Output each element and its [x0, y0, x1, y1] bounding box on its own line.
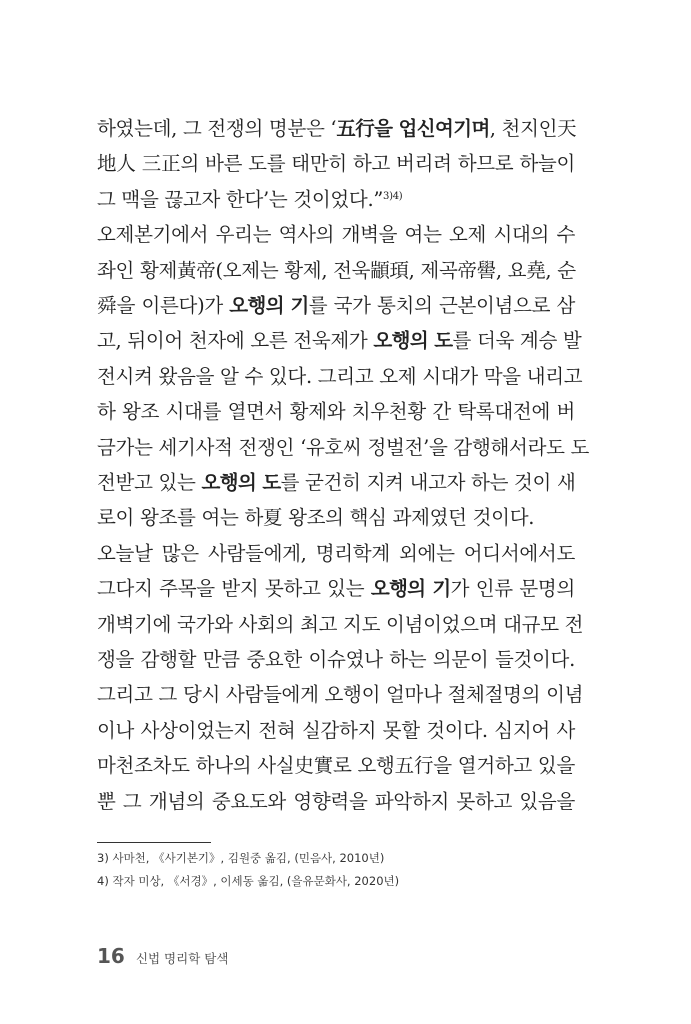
text-line	[97, 188, 575, 212]
text-segment: 마천조차도 하나의 사실史實로 오행五行을 열거하고 있을	[97, 754, 575, 778]
text-segment: 그 맥을 끊고자 한다’는 것이었다.”	[97, 187, 384, 211]
text-line	[97, 259, 575, 283]
text-line	[97, 117, 575, 141]
text-segment: 고, 뒤이어 천자에 오른 전욱제가	[97, 329, 374, 353]
text-segment: 오늘날 많은 사람들에게, 명리학계 외에는 어디서에서도	[97, 541, 575, 565]
text-segment: 전받고 있는	[97, 471, 202, 494]
text-segment: 이나 사상이었는지 전혀 실감하지 못할 것이다. 심지어 사	[97, 718, 575, 742]
text-segment: 오제본기에서 우리는 역사의 개벽을 여는 오제 시대의 수	[97, 223, 575, 247]
text-line	[97, 577, 575, 601]
text-segment: 그다지 주목을 받지 못하고 있는	[97, 577, 371, 601]
text-line	[97, 542, 575, 566]
text-segment: 쟁을 감행할 만큼 중요한 이슈였나 하는 의문이 들것이다.	[97, 648, 575, 671]
text-segment: 전시켜 왔음을 알 수 있다. 그리고 오제 시대가 막을 내리고	[97, 364, 583, 388]
text-line	[97, 223, 575, 247]
text-segment: 地人 三正의 바른 도를 태만히 하고 버리려 하므로 하늘이	[97, 152, 575, 176]
text-line	[97, 612, 584, 637]
text-segment: 좌인 황제黃帝(오제는 황제, 전욱顓頊, 제곡帝嚳, 요堯, 순	[97, 258, 576, 282]
text-segment: 개벽기에 국가와 사회의 최고 지도 이념이었으며 대규모 전	[97, 612, 584, 636]
text-segment: 하였는데, 그 전쟁의 명분은 ‘	[97, 117, 337, 140]
footnote-ref: 3)4)	[383, 190, 403, 202]
emphasis-text: 오행의 도	[201, 471, 281, 494]
text-line	[97, 790, 575, 814]
text-segment: 하 왕조 시대를 열면서 황제와 치우천황 간 탁록대전에 버	[97, 400, 575, 424]
text-line	[97, 683, 584, 707]
footnote-divider	[97, 842, 211, 843]
text-segment: 를 국가 통치의 근본이념으로 삼	[308, 294, 576, 317]
emphasis-text: 오행의 기	[229, 294, 309, 317]
text-line	[97, 400, 575, 424]
text-line	[97, 364, 583, 389]
page-footer	[97, 944, 228, 970]
text-segment: 가 인류 문명의	[450, 577, 575, 601]
text-line	[97, 506, 575, 530]
emphasis-text: 五行을 업신여기며	[336, 117, 490, 140]
footnote-4: 4) 작자 미상, 《서경》, 이세동 옮김, (을유문화사, 2020년)	[97, 874, 400, 888]
emphasis-text: 오행의 도	[373, 329, 453, 353]
text-segment: 를 더욱 계승 발	[452, 329, 582, 353]
text-line	[97, 294, 575, 318]
text-line	[97, 754, 575, 778]
text-segment: 뿐 그 개념의 중요도와 영향력을 파악하지 못하고 있음을	[97, 789, 575, 813]
text-segment: 금가는 세기사적 전쟁인 ‘유호씨 정벌전’을 감행해서라도 도	[97, 435, 590, 459]
text-segment: 舜을 이른다)가	[97, 294, 230, 317]
text-segment: 로이 왕조를 여는 하夏 왕조의 핵심 과제였던 것이다.	[97, 506, 535, 530]
text-segment: 그리고 그 당시 사람들에게 오행이 얼마나 절체절명의 이념	[97, 683, 584, 707]
footnote-3: 3) 사마천, 《사기본기》, 김원중 옮김, (민음사, 2010년)	[97, 851, 385, 865]
text-segment: , 천지인天	[489, 117, 577, 140]
text-line	[97, 648, 575, 672]
text-segment: 를 굳건히 지켜 내고자 하는 것이 새	[280, 471, 576, 494]
text-line	[97, 152, 575, 176]
page-number: 16	[97, 944, 125, 968]
text-line	[97, 329, 582, 353]
running-title: 신법 명리학 탐색	[135, 951, 229, 966]
text-line	[97, 719, 575, 743]
text-line	[97, 435, 590, 460]
text-line	[97, 471, 575, 495]
emphasis-text: 오행의 기	[370, 577, 451, 601]
